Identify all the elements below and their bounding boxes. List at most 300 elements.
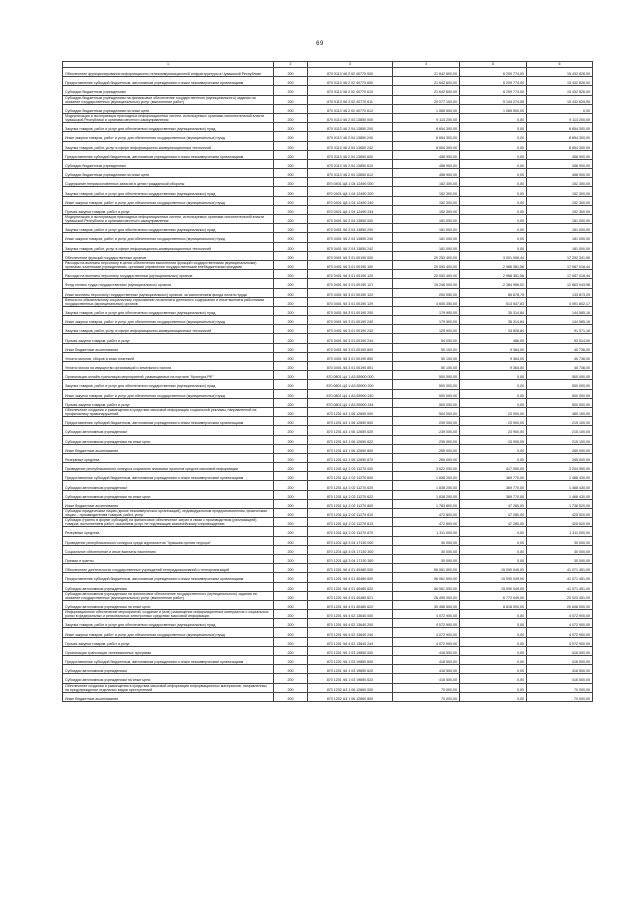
classification-cell: 870 1201 А3 1 06 12650 000 [308, 407, 393, 416]
item-name-cell: Модернизация и эксплуатация прикладных информационных систем, используемых органами исполнительной власти Чувашской Республики и органами местного самоуправления [63, 215, 274, 224]
budget-table [62, 61, 593, 702]
item-name-cell: Прочая закупка товаров, работ и услуг [63, 637, 274, 646]
item-name-cell: Проведение республиканского конкурса социально значимых проектов средств массовой информации [63, 463, 274, 472]
executed-amount-cell: 369 770,00 [460, 472, 527, 481]
remaining-amount-cell: 144 585,16 [527, 306, 593, 315]
code-cell: 200 [274, 215, 308, 224]
approved-amount-cell: 458 900,00 [393, 169, 460, 178]
classification-cell: 870 1201 Ч6 4 01 40480 000 [308, 564, 393, 573]
item-name-cell: Обеспечение функционирования информационно-телекоммуникационной инфраструктуры в Чувашской Республике [63, 68, 274, 77]
item-name-cell: Субсидии бюджетным учреждениям [63, 159, 274, 168]
remaining-amount-cell: 17 252 341,56 [527, 251, 593, 260]
remaining-amount-cell: 15 432 826,00 [527, 68, 593, 77]
code-cell: 200 [274, 362, 308, 371]
executed-amount-cell: 9 364,00 [460, 362, 527, 371]
table-row [63, 536, 593, 545]
code-cell: 200 [274, 646, 308, 655]
executed-amount-cell: 47 280,00 [460, 509, 527, 518]
classification-cell: 870 1201 Ч6 1 03 19850 620 [308, 665, 393, 674]
code-cell: 200 [274, 610, 308, 619]
code-cell: 200 [274, 113, 308, 122]
code-cell: 200 [274, 132, 308, 141]
remaining-amount-cell: 15 432 826,00 [527, 86, 593, 95]
page-number: 69 [316, 41, 324, 47]
remaining-amount-cell: 500 000,00 [527, 398, 593, 407]
item-name-cell: Предоставление субсидий бюджетным, автономным учреждениям и иным некоммерческим организациям [63, 150, 274, 159]
code-cell: 200 [274, 407, 308, 416]
approved-amount-cell: 4 072 900,00 [393, 619, 460, 628]
approved-amount-cell: 458 900,00 [393, 159, 460, 168]
approved-amount-cell: 3 622 000,00 [393, 463, 460, 472]
classification-cell: 870 1201 А3 1 06 12650 620 [308, 426, 393, 435]
table-row [63, 398, 593, 407]
code-cell: 200 [274, 334, 308, 343]
executed-amount-cell: 0,00 [460, 187, 527, 196]
table-row [63, 288, 593, 297]
table-row [63, 490, 593, 499]
executed-amount-cell: 417 050,00 [460, 463, 527, 472]
approved-amount-cell: 4 605 350,00 [393, 297, 460, 306]
remaining-amount-cell: 152 300,00 [527, 178, 593, 187]
classification-cell: 870 1201 Ч6 4 01 40480 622 [308, 600, 393, 609]
executed-amount-cell: 0,00 [460, 159, 527, 168]
code-cell: 200 [274, 306, 308, 315]
code-cell: 200 [274, 159, 308, 168]
executed-amount-cell: 8 818 000,00 [460, 600, 527, 609]
table-row [63, 215, 593, 224]
item-name-cell: Резервные средства [63, 527, 274, 536]
remaining-amount-cell: 41 071 451,00 [527, 564, 593, 573]
item-name-cell: Субсидии автономным учреждениям на финансовое обеспечение государственного (муниципального) задания на оказание государственных (муниципальных) услуг (выполнение работ) [63, 591, 274, 600]
executed-amount-cell: 0,00 [460, 123, 527, 132]
executed-amount-cell: 15 090 049,00 [460, 564, 527, 573]
table-row [63, 224, 593, 233]
executed-amount-cell: 2 966 381,56 [460, 260, 527, 269]
table-row [63, 123, 593, 132]
item-name-cell: Субсидии юридическим лицам (кроме некоммерческих организаций), индивидуальным предпринимателям, физическим лицам – производителям товаров, работ, услуг [63, 509, 274, 518]
code-cell: 200 [274, 242, 308, 251]
classification-cell: 870 0401 Ч6 3 01 00190 240 [308, 316, 393, 325]
table-row [63, 674, 593, 683]
classification-cell: 870 1201 Ч6 4 02 13640 244 [308, 637, 393, 646]
table-row [63, 141, 593, 150]
column-header: 4 [393, 62, 460, 68]
approved-amount-cell: 8 654 300,00 [393, 123, 460, 132]
column-header: 2 [274, 62, 308, 68]
approved-amount-cell: 54 000,00 [393, 334, 460, 343]
approved-amount-cell: 21 642 600,00 [393, 86, 460, 95]
table-row [63, 297, 593, 306]
classification-cell: 870 0401 Ч6 3 01 00190 120 [308, 270, 393, 279]
remaining-amount-cell: 20 023 451,00 [527, 591, 593, 600]
approved-amount-cell: 20 077 100,00 [393, 95, 460, 104]
classification-cell: 870 0401 Ц8 1 04 12490 000 [308, 178, 393, 187]
approved-amount-cell: 30 000,00 [393, 536, 460, 545]
code-cell: 200 [274, 380, 308, 389]
executed-amount-cell: 0,00 [460, 178, 527, 187]
classification-cell: 870 1201 А3 1 06 12650 622 [308, 435, 393, 444]
approved-amount-cell: 20 253 400,00 [393, 251, 460, 260]
table-row [63, 77, 593, 86]
table-row [63, 646, 593, 655]
remaining-amount-cell: 152 300,00 [527, 187, 593, 196]
code-cell: 200 [274, 665, 308, 674]
executed-amount-cell: 6 209 774,00 [460, 77, 527, 86]
classification-cell: 870 0401 Ч6 2 04 13850 200 [308, 224, 393, 233]
code-cell: 200 [274, 444, 308, 453]
executed-amount-cell: 47 280,00 [460, 499, 527, 508]
remaining-amount-cell: 1 736 520,00 [527, 499, 593, 508]
remaining-amount-cell: 181 000,00 [527, 215, 593, 224]
table-row [63, 279, 593, 288]
classification-cell: 870 1201 Ц4 2 02 11270 600 [308, 472, 393, 481]
executed-amount-cell: 1 065 500,00 [460, 104, 527, 113]
approved-amount-cell: 152 300,00 [393, 187, 460, 196]
classification-cell: 870 0401 Ч6 3 01 00190 242 [308, 325, 393, 334]
executed-amount-cell: 9 364,00 [460, 343, 527, 352]
column-header: 1 [63, 62, 274, 68]
classification-cell: 870 0401 Ц8 1 04 12490 240 [308, 196, 393, 205]
code-cell: 200 [274, 352, 308, 361]
table-row [63, 426, 593, 435]
item-name-cell: Обеспечение деятельности государственных учреждений телерадиокомпаний и телеорганизаций [63, 564, 274, 573]
remaining-amount-cell: 144 585,16 [527, 316, 593, 325]
classification-cell: 870 0401 Ч6 2 04 13850 242 [308, 242, 393, 251]
remaining-amount-cell: 30 000,00 [527, 554, 593, 563]
table-row [63, 554, 593, 563]
executed-amount-cell: 0,00 [460, 113, 527, 122]
table-row [63, 306, 593, 315]
approved-amount-cell: 21 642 600,00 [393, 77, 460, 86]
approved-amount-cell: 125 900,00 [393, 325, 460, 334]
code-cell: 200 [274, 435, 308, 444]
table-row [63, 453, 593, 462]
approved-amount-cell: 4 072 900,00 [393, 610, 460, 619]
executed-amount-cell: 23 905,05 [460, 435, 527, 444]
executed-amount-cell: 23 900,00 [460, 417, 527, 426]
classification-cell: 870 1202 А3 1 06 12660 800 [308, 692, 393, 701]
code-cell: 200 [274, 674, 308, 683]
executed-amount-cell: 0,00 [460, 242, 527, 251]
classification-cell: 870 1202 А3 1 06 12660 000 [308, 683, 393, 692]
code-cell: 200 [274, 77, 308, 86]
code-cell: 200 [274, 205, 308, 214]
executed-amount-cell: 0,00 [460, 637, 527, 646]
table-row [63, 270, 593, 279]
classification-cell: 870 1201 Ч6 4 02 13640 000 [308, 610, 393, 619]
approved-amount-cell: 1 838 200,00 [393, 481, 460, 490]
remaining-amount-cell: 416 500,00 [527, 665, 593, 674]
executed-amount-cell: 6 209 774,00 [460, 68, 527, 77]
classification-cell: 870 0801 Ц4 1 А3 55900 200 [308, 380, 393, 389]
classification-cell: 870 0113 Ч6 2 02 40770 612 [308, 104, 393, 113]
code-cell: 200 [274, 683, 308, 692]
code-cell: 200 [274, 224, 308, 233]
item-name-cell: Обеспечение создания и размещения в средствах массовой информации информационных материалов, направленных на предупреждение отдельных видов преступлений [63, 683, 274, 692]
code-cell: 200 [274, 656, 308, 665]
table-row [63, 444, 593, 453]
classification-cell: 870 0401 Ч6 3 01 00190 000 [308, 251, 393, 260]
item-name-cell: Уплата налога на имущество организаций и земельного налога [63, 362, 274, 371]
executed-amount-cell: 15 090 049,00 [460, 573, 527, 582]
code-cell: 200 [274, 343, 308, 352]
item-name-cell: Субсидии бюджетным учреждениям на финансовое обеспечение государственного (муниципального) задания на оказание государственных (муниципальных) услуг (выполнение работ) [63, 95, 274, 104]
item-name-cell: Субсидии автономным учреждениям на иные цели [63, 490, 274, 499]
item-name-cell: Предоставление субсидий бюджетным, автономным учреждениям и иным некоммерческим организациям [63, 417, 274, 426]
executed-amount-cell: 0,00 [460, 224, 527, 233]
code-cell: 200 [274, 288, 308, 297]
executed-amount-cell: 0,00 [460, 169, 527, 178]
approved-amount-cell: 70 000,00 [393, 683, 460, 692]
executed-amount-cell: 2 384 956,02 [460, 279, 527, 288]
remaining-amount-cell: 425 520,00 [527, 509, 593, 518]
classification-cell: 870 1201 Ц8 3 04 17130 000 [308, 536, 393, 545]
approved-amount-cell: 70 000,00 [393, 692, 460, 701]
executed-amount-cell: 0,00 [460, 398, 527, 407]
table-row [63, 656, 593, 665]
executed-amount-cell: 0,00 [460, 610, 527, 619]
code-cell: 200 [274, 619, 308, 628]
item-name-cell: Предоставление субсидий бюджетным, автономным учреждениям и иным некоммерческим организациям [63, 77, 274, 86]
remaining-amount-cell: 41 071 451,00 [527, 582, 593, 591]
executed-amount-cell: 486,00 [460, 334, 527, 343]
classification-cell: 870 1201 Ц4 2 02 11270 800 [308, 499, 393, 508]
executed-amount-cell: 0,00 [460, 215, 527, 224]
item-name-cell: Прочая закупка товаров, работ и услуг [63, 334, 274, 343]
executed-amount-cell: 35 314,84 [460, 306, 527, 315]
code-cell: 200 [274, 187, 308, 196]
remaining-amount-cell: 1 311 000,00 [527, 527, 593, 536]
table-row [63, 104, 593, 113]
executed-amount-cell: 0,00 [460, 665, 527, 674]
item-name-cell: Информационное обеспечение мероприятий, создание и (или) размещение информационных материалов о социальных ролях в федеральных и региональных электронных средствах массовой информации [63, 610, 274, 619]
remaining-amount-cell: 0,00 [527, 104, 593, 113]
table-row [63, 637, 593, 646]
approved-amount-cell: 181 000,00 [393, 242, 460, 251]
approved-amount-cell: 416 500,00 [393, 646, 460, 655]
executed-amount-cell: 23 900,00 [460, 407, 527, 416]
executed-amount-cell: 0,00 [460, 536, 527, 545]
executed-amount-cell: 0,00 [460, 196, 527, 205]
code-cell: 200 [274, 316, 308, 325]
code-cell: 200 [274, 481, 308, 490]
item-name-cell: Закупка товаров, работ и услуг для обеспечения государственных (муниципальных) нужд [63, 380, 274, 389]
table-row [63, 564, 593, 573]
table-row [63, 417, 593, 426]
approved-amount-cell: 239 000,00 [393, 435, 460, 444]
approved-amount-cell: 30 456 500,00 [393, 600, 460, 609]
classification-cell: 870 1201 Ч6 4 01 40480 621 [308, 591, 393, 600]
table-row [63, 251, 593, 260]
classification-cell: 870 0401 Ч6 2 04 13850 000 [308, 215, 393, 224]
remaining-amount-cell: 181 000,00 [527, 242, 593, 251]
remaining-amount-cell: 152 300,00 [527, 196, 593, 205]
classification-cell: 870 0401 Ц8 1 04 12490 244 [308, 205, 393, 214]
classification-cell: 870 0401 Ц8 1 04 12490 200 [308, 187, 393, 196]
item-name-cell: Иные закупки товаров, работ и услуг для обеспечения государственных (муниципальных) нужд [63, 196, 274, 205]
item-name-cell: Субсидии бюджетным учреждениям на иные цели [63, 169, 274, 178]
table-row [63, 362, 593, 371]
code-cell: 200 [274, 637, 308, 646]
table-row [63, 692, 593, 701]
executed-amount-cell: 15 090 049,00 [460, 582, 527, 591]
table-row [63, 665, 593, 674]
executed-amount-cell: 65 678,75 [460, 288, 527, 297]
code-cell: 200 [274, 325, 308, 334]
executed-amount-cell: 369 770,00 [460, 481, 527, 490]
table-row [63, 95, 593, 104]
item-name-cell: Закупка товаров, работ и услуг для обеспечения государственных (муниципальных) нужд [63, 619, 274, 628]
remaining-amount-cell: 8 654 300,00 [527, 141, 593, 150]
executed-amount-cell: 2 966 381,56 [460, 270, 527, 279]
table-row [63, 352, 593, 361]
table-row [63, 132, 593, 141]
column-header: 3 [308, 62, 393, 68]
classification-cell: 870 1201 Ц4 2 02 11270 000 [308, 463, 393, 472]
remaining-amount-cell: 8 654 300,00 [527, 132, 593, 141]
item-name-cell: Иные закупки товаров, работ и услуг для обеспечения государственных (муниципальных) нужд [63, 316, 274, 325]
remaining-amount-cell: 500 000,00 [527, 380, 593, 389]
classification-cell: 870 1201 Ц8 3 04 17130 300 [308, 545, 393, 554]
code-cell: 200 [274, 141, 308, 150]
approved-amount-cell: 152 300,00 [393, 205, 460, 214]
classification-cell: 870 0401 Ч6 3 01 00190 200 [308, 306, 393, 315]
executed-amount-cell: 3 001 058,44 [460, 251, 527, 260]
code-cell: 200 [274, 472, 308, 481]
item-name-cell: Организация онлайн-трансляции мероприятий, размещаемых на портале "Культура.РФ" [63, 371, 274, 380]
approved-amount-cell: 500 000,00 [393, 371, 460, 380]
remaining-amount-cell: 4 072 900,00 [527, 637, 593, 646]
classification-cell: 870 0401 Ч6 3 01 00190 121 [308, 279, 393, 288]
classification-cell: 870 0113 Ч6 2 04 13850 242 [308, 141, 393, 150]
remaining-amount-cell: 53 514,00 [527, 334, 593, 343]
classification-cell: 870 0401 Ч6 3 01 00190 851 [308, 362, 393, 371]
remaining-amount-cell: 1 468 430,00 [527, 490, 593, 499]
classification-cell: 870 1201 Ч6 4 01 40480 600 [308, 573, 393, 582]
executed-amount-cell: 0,00 [460, 554, 527, 563]
classification-cell: 870 0113 Ч6 2 02 40770 000 [308, 68, 393, 77]
remaining-amount-cell: 215 100,00 [527, 417, 593, 426]
approved-amount-cell: 200 050,00 [393, 288, 460, 297]
remaining-amount-cell: 40 736,00 [527, 352, 593, 361]
approved-amount-cell: 500 000,00 [393, 398, 460, 407]
classification-cell: 870 0801 Ц4 1 А3 55900 244 [308, 398, 393, 407]
approved-amount-cell: 15 248 000,00 [393, 279, 460, 288]
remaining-amount-cell: 265 000,00 [527, 444, 593, 453]
item-name-cell: Иные закупки товаров, работ и услуг для обеспечения государственных (муниципальных) нужд [63, 389, 274, 398]
approved-amount-cell: 56 061 500,00 [393, 564, 460, 573]
remaining-amount-cell: 3 204 950,00 [527, 463, 593, 472]
item-name-cell: Субсидии автономным учреждениям на иные цели [63, 600, 274, 609]
item-name-cell: Расходы на выплаты персоналу в целях обеспечения выполнения функций государственными (муниципальными) органами, казенными учреждениями, органами управления государственными внебюджетными фондами [63, 260, 274, 269]
table-row [63, 407, 593, 416]
remaining-amount-cell: 40 736,00 [527, 362, 593, 371]
classification-cell: 870 1201 Ц4 2 02 11270 622 [308, 490, 393, 499]
classification-cell: 870 1201 Ц4 2 02 11270 813 [308, 518, 393, 527]
remaining-amount-cell: 4 091 802,17 [527, 297, 593, 306]
table-row [63, 169, 593, 178]
classification-cell: 870 0113 Ч6 2 04 13850 240 [308, 132, 393, 141]
item-name-cell: Субсидии автономным учреждениям [63, 426, 274, 435]
code-cell: 200 [274, 169, 308, 178]
classification-cell: 870 0113 Ч6 2 04 13850 200 [308, 123, 393, 132]
executed-amount-cell: 0,00 [460, 527, 527, 536]
executed-amount-cell: 9 364,00 [460, 352, 527, 361]
item-name-cell: Иные бюджетные ассигнования [63, 444, 274, 453]
code-cell: 200 [274, 104, 308, 113]
approved-amount-cell: 179 900,00 [393, 316, 460, 325]
table-body [63, 68, 593, 702]
approved-amount-cell: 472 800,00 [393, 509, 460, 518]
code-cell: 200 [274, 270, 308, 279]
approved-amount-cell: 416 500,00 [393, 665, 460, 674]
executed-amount-cell: 6 209 774,00 [460, 86, 527, 95]
table-row [63, 389, 593, 398]
executed-amount-cell: 0,00 [460, 380, 527, 389]
remaining-amount-cell: 41 071 451,00 [527, 573, 593, 582]
executed-amount-cell: 0,00 [460, 692, 527, 701]
classification-cell: 870 0113 Ч6 2 04 13850 612 [308, 169, 393, 178]
remaining-amount-cell: 15 432 825,95 [527, 95, 593, 104]
approved-amount-cell: 416 500,00 [393, 656, 460, 665]
classification-cell: 870 1201 А3 1 06 12650 600 [308, 417, 393, 426]
classification-cell: 870 1201 Ч6 4 02 13640 240 [308, 628, 393, 637]
code-cell: 200 [274, 233, 308, 242]
approved-amount-cell: 56 061 500,00 [393, 582, 460, 591]
classification-cell: 870 1201 Ц4 2 02 11270 870 [308, 527, 393, 536]
approved-amount-cell: 1 065 500,00 [393, 104, 460, 113]
code-cell: 200 [274, 490, 308, 499]
classification-cell: 870 0113 Ч6 2 04 13850 610 [308, 159, 393, 168]
approved-amount-cell: 152 300,00 [393, 178, 460, 187]
executed-amount-cell: 5 144 274,05 [460, 95, 527, 104]
code-cell: 200 [274, 417, 308, 426]
code-cell: 200 [274, 398, 308, 407]
item-name-cell: Иные закупки товаров, работ и услуг для обеспечения государственных (муниципальных) нужд [63, 233, 274, 242]
item-name-cell: Иные закупки товаров, работ и услуг для обеспечения государственных (муниципальных) нужд [63, 628, 274, 637]
item-name-cell: Обеспечение функций государственных органов [63, 251, 274, 260]
executed-amount-cell: 0,00 [460, 205, 527, 214]
approved-amount-cell: 30 000,00 [393, 545, 460, 554]
item-name-cell: Закупка товаров, работ, услуг в сфере информационно-коммуникационных технологий [63, 242, 274, 251]
approved-amount-cell: 265 000,00 [393, 444, 460, 453]
classification-cell: 870 0401 Ч6 3 01 00190 800 [308, 343, 393, 352]
remaining-amount-cell: 416 500,00 [527, 656, 593, 665]
item-name-cell: Субсидии автономным учреждениям [63, 481, 274, 490]
item-name-cell: Проведение республиканского конкурса среди журналистов "Чувашия против террора" [63, 536, 274, 545]
table-row [63, 481, 593, 490]
table-row [63, 628, 593, 637]
executed-amount-cell: 0,00 [460, 233, 527, 242]
item-name-cell: Субсидии автономным учреждениям на иные цели [63, 435, 274, 444]
table-row [63, 610, 593, 619]
item-name-cell: Закупка товаров, работ, услуг в сфере информационно-коммуникационных технологий [63, 141, 274, 150]
remaining-amount-cell: 9 113 200,00 [527, 113, 593, 122]
approved-amount-cell: 50 100,00 [393, 343, 460, 352]
table-row [63, 435, 593, 444]
classification-cell: 870 1201 Ц8 3 04 17130 350 [308, 554, 393, 563]
executed-amount-cell: 369 770,00 [460, 490, 527, 499]
item-name-cell: Закупка товаров, работ и услуг для обеспечения государственных (муниципальных) нужд [63, 306, 274, 315]
approved-amount-cell: 50 100,00 [393, 352, 460, 361]
approved-amount-cell: 239 000,00 [393, 426, 460, 435]
executed-amount-cell: 0,00 [460, 371, 527, 380]
item-name-cell: Иные бюджетные ассигнования [63, 343, 274, 352]
code-cell: 200 [274, 389, 308, 398]
approved-amount-cell: 1 311 000,00 [393, 527, 460, 536]
executed-amount-cell: 0,00 [460, 141, 527, 150]
item-name-cell: Иные закупки товаров, работ и услуг для обеспечения государственных (муниципальных) нужд [63, 132, 274, 141]
